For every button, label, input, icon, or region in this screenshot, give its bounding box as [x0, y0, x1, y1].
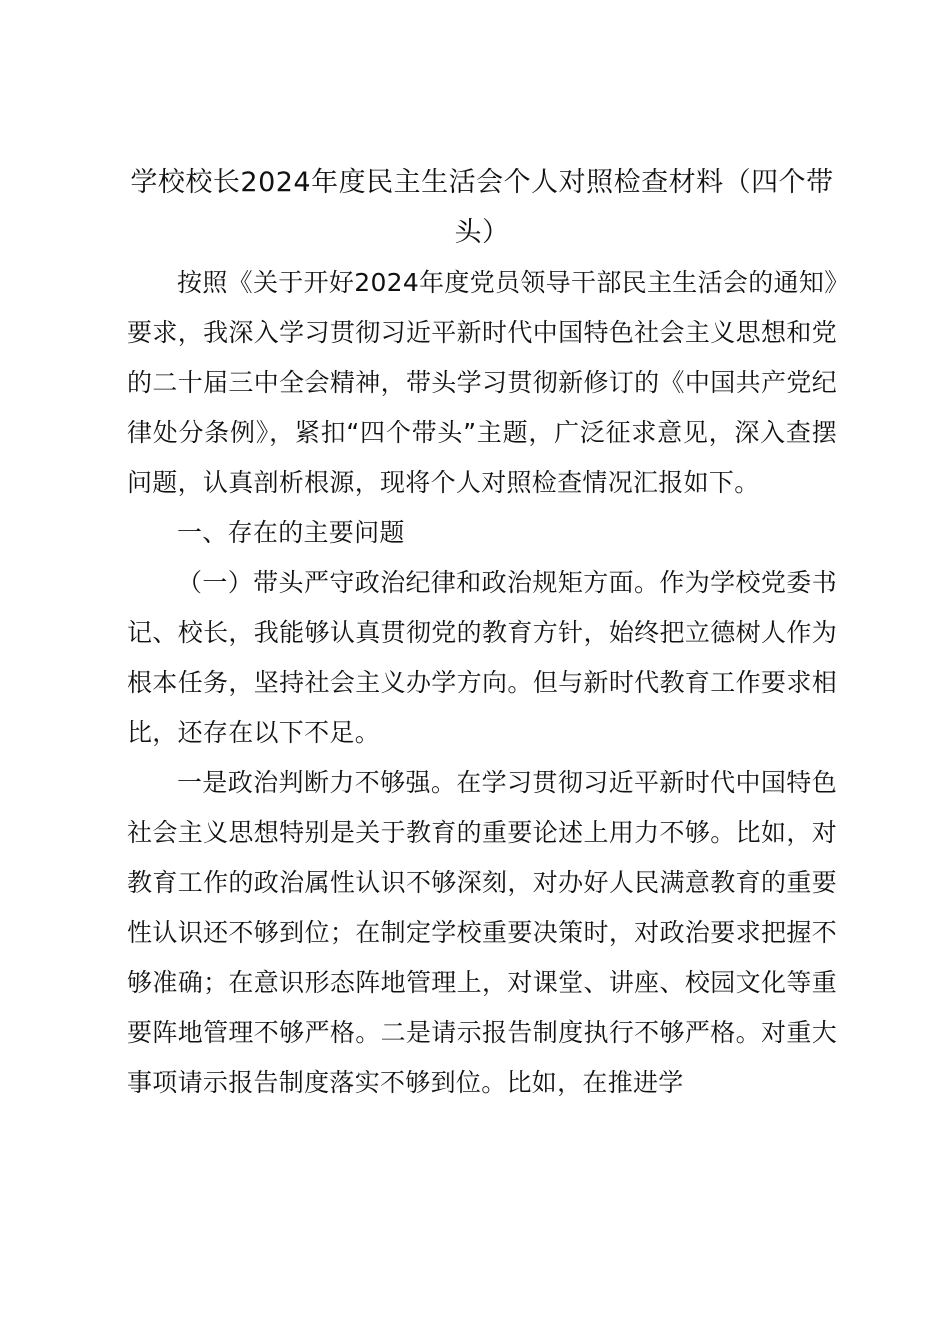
problem-paragraph: 一是政治判断力不够强。在学习贯彻习近平新时代中国特色社会主义思想特别是关于教育的重要论述上用力不够。比如，对教育工作的政治属性认识不够深刻，对办好人民满意教育的重要性认识还不够到位；在制定学校重要决策时，对政治要求把握不够准确；在意识形态阵地管理上，对课堂、讲座、校园文化等重要阵地管理不够严格。二是请示报告制度执行不够严格。对重大事项请示报告制度落实不够到位。比如，在推进学: [127, 768, 837, 1097]
document-title: 学校校长2024年度民主生活会个人对照检查材料（四个带头）: [130, 167, 834, 248]
document-body: [127, 158, 837, 1108]
section-heading: 一、存在的主要问题: [177, 518, 405, 547]
subsection-paragraph: （一）带头严守政治纪律和政治规矩方面。作为学校党委书记、校长，我能够认真贯彻党的教育方针，始终把立德树人作为根本任务，坚持社会主义办学方向。但与新时代教育工作要求相比，还存在以下不足。: [127, 568, 837, 747]
intro-paragraph: 按照《关于开好2024年度党员领导干部民主生活会的通知》要求，我深入学习贯彻习近平新时代中国特色社会主义思想和党的二十届三中全会精神，带头学习贯彻新修订的《中国共产党纪律处分条例》，紧扣“四个带头”主题，广泛征求意见，深入查摆问题，认真剖析根源，现将个人对照检查情况汇报如下。: [127, 268, 837, 497]
